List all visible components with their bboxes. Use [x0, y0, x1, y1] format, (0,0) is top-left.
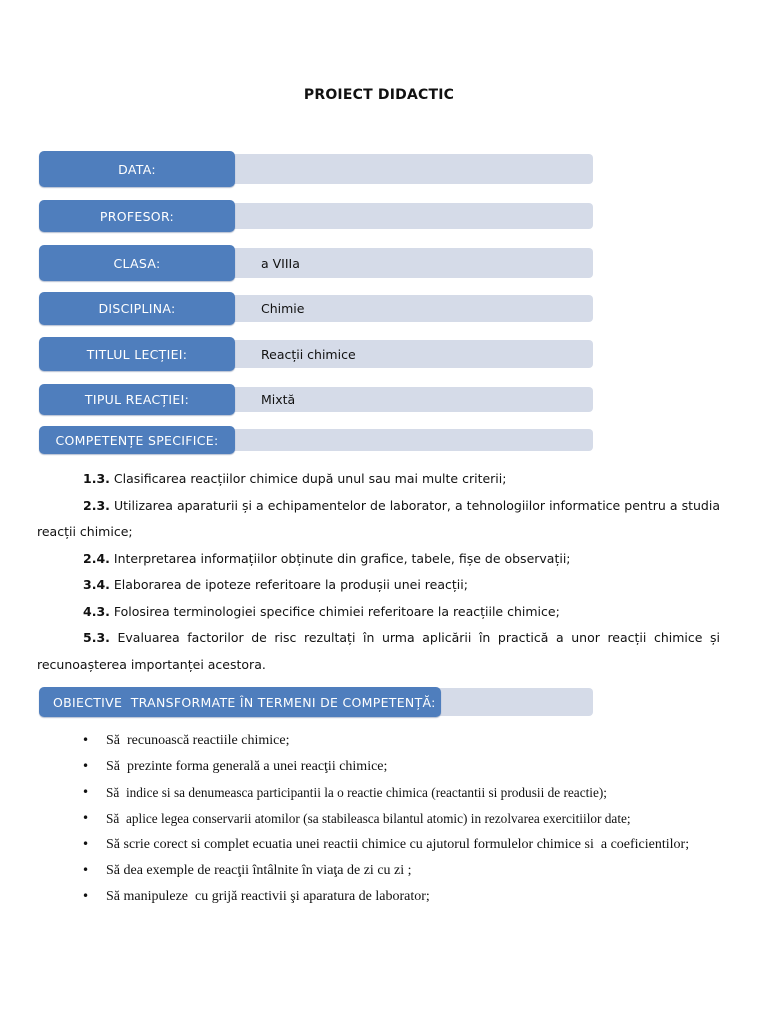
competency-item — [37, 572, 720, 599]
field-profesor-value[interactable] — [229, 203, 593, 229]
objective-item — [0, 806, 760, 831]
objective-text: Să prezinte forma generală a unei reacţii chimice; — [106, 759, 388, 774]
field-objectives — [39, 687, 593, 717]
competency-code: 1.3. — [83, 471, 110, 486]
bullet-icon: • — [82, 785, 90, 799]
field-objectives-value[interactable] — [434, 688, 593, 716]
competency-code: 3.4. — [83, 577, 110, 592]
competency-code: 2.3. — [83, 497, 110, 513]
objective-item — [0, 754, 760, 779]
bullet-icon: • — [82, 837, 90, 851]
field-competente-specifice — [39, 426, 593, 454]
field-tipul-reactiei — [39, 384, 593, 415]
competency-text: Clasificarea reacțiilor chimice după unul sau mai multe criterii; — [113, 471, 507, 486]
bullet-icon: • — [82, 811, 90, 825]
competency-code: 4.3. — [83, 603, 110, 619]
field-profesor-label: PROFESOR: — [39, 200, 235, 232]
field-disciplina-value[interactable]: Chimie — [229, 295, 593, 322]
objective-text: Să dea exemple de reacţii întâlnite în viaţa de zi cu zi ; — [106, 863, 412, 878]
field-clasa — [39, 245, 593, 281]
page-title: PROIECT DIDACTIC — [303, 87, 455, 103]
objectives-list — [0, 728, 760, 910]
field-competente-specifice-label: COMPETENȚE SPECIFICE: — [39, 426, 235, 454]
competencies-list — [37, 466, 720, 678]
objective-text: Să recunoască reactiile chimice; — [106, 733, 290, 748]
field-data-value[interactable] — [229, 154, 593, 184]
field-titlul-lectiei-label: TITLUL LECȚIEI: — [39, 337, 235, 371]
field-tipul-reactiei-value[interactable]: Mixtă — [229, 387, 593, 412]
field-objectives-label: OBIECTIVE TRANSFORMATE ÎN TERMENI DE COMPETENȚĂ: — [39, 687, 441, 717]
objective-item — [0, 832, 760, 857]
field-data — [39, 151, 593, 187]
competency-item — [37, 493, 720, 546]
objective-text: Să aplice legea conservarii atomilor (sa stabileasca bilantul atomic) in rezolvarea exercitiilor date; — [106, 811, 631, 826]
competency-text: Utilizarea aparaturii și a echipamentelor de laborator, a tehnologiilor informatice pentru a studia reacții chimice; — [37, 497, 720, 539]
competency-code: 2.4. — [83, 550, 110, 566]
field-competente-specifice-value[interactable] — [229, 429, 593, 451]
field-titlul-lectiei — [39, 337, 593, 371]
competency-item — [37, 625, 720, 678]
bullet-icon: • — [82, 759, 90, 773]
bullet-icon: • — [82, 889, 90, 903]
field-titlul-lectiei-value[interactable]: Reacții chimice — [229, 340, 593, 368]
objective-text: Să indice si sa denumeasca participantii la o reactie chimica (reactantii si produsii de reactie); — [106, 785, 608, 800]
competency-item — [37, 546, 720, 573]
field-tipul-reactiei-label: TIPUL REACȚIEI: — [39, 384, 235, 415]
field-disciplina — [39, 292, 593, 325]
competency-code: 5.3. — [83, 630, 110, 645]
objective-item — [0, 858, 760, 883]
competency-item — [37, 599, 720, 626]
field-disciplina-label: DISCIPLINA: — [39, 292, 235, 325]
objective-text: Să scrie corect si complet ecuatia unei reactii chimice cu ajutorul formulelor chimice si a coeficientilor; — [106, 837, 690, 852]
competency-item — [37, 466, 720, 493]
bullet-icon: • — [82, 733, 90, 747]
field-profesor — [39, 200, 593, 232]
competency-text: Folosirea terminologiei specifice chimiei referitoare la reacțiile chimice; — [113, 603, 560, 619]
bullet-icon: • — [82, 863, 90, 877]
objective-item — [0, 884, 760, 909]
competency-text: Elaborarea de ipoteze referitoare la produșii unei reacții; — [113, 577, 468, 592]
field-data-label: DATA: — [39, 151, 235, 187]
field-clasa-value[interactable]: a VIIIa — [229, 248, 593, 278]
competency-text: Interpretarea informațiilor obținute din grafice, tabele, fișe de observații; — [113, 550, 571, 566]
objective-item — [0, 780, 760, 805]
objective-text: Să manipuleze cu grijă reactivii şi aparatura de laborator; — [106, 889, 430, 904]
objective-item — [0, 728, 760, 753]
competency-text: Evaluarea factorilor de risc rezultați în urma aplicării în practică a unor reacții chimice și recunoașterea importanței acestora. — [37, 630, 720, 672]
field-clasa-label: CLASA: — [39, 245, 235, 281]
